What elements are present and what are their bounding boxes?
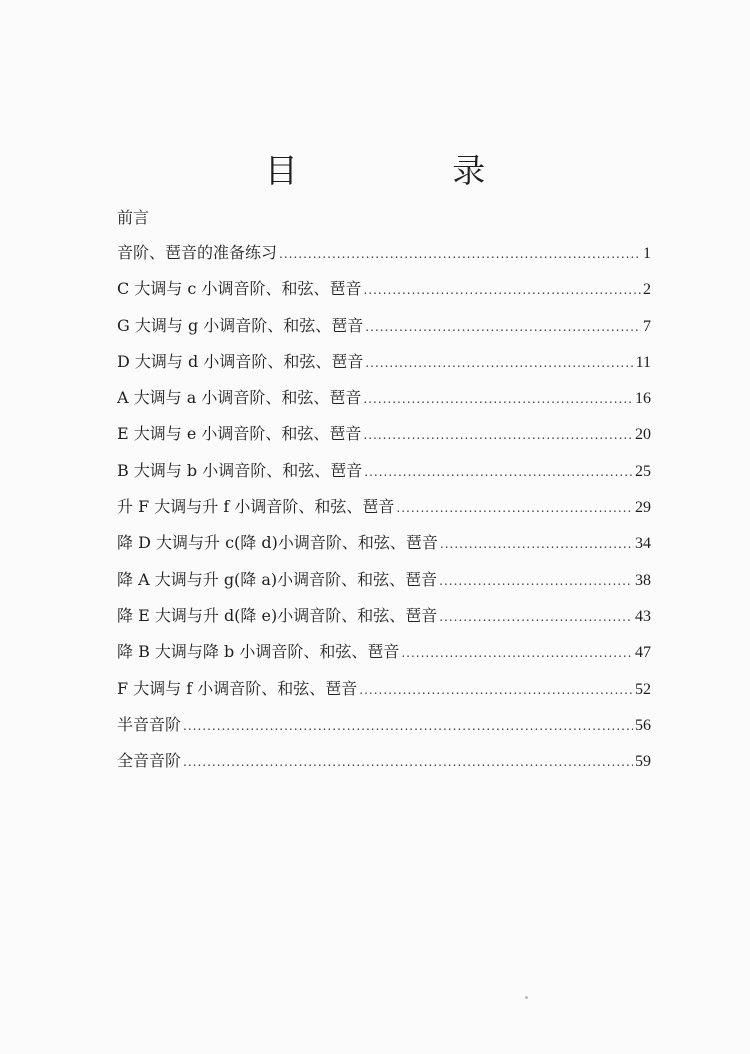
toc-page-number: 38: [635, 571, 651, 589]
dot-leader: [364, 461, 633, 483]
dot-leader: [439, 606, 633, 628]
dot-leader: [363, 279, 641, 301]
toc-page-number: 20: [635, 426, 651, 444]
toc-page-number: 7: [643, 317, 651, 335]
dot-leader: [363, 388, 633, 410]
toc-page-number: 2: [643, 281, 651, 299]
toc-entry-label: 降 B 大调与降 b 小调音阶、和弦、琶音: [117, 642, 400, 662]
scan-speck: [525, 996, 528, 999]
dot-leader: [183, 751, 633, 773]
dot-leader: [365, 316, 641, 338]
toc-page-number: 43: [635, 607, 651, 625]
toc-entry[interactable]: [117, 242, 651, 278]
toc-entry[interactable]: [117, 641, 651, 677]
page-title: 目 录: [264, 151, 558, 191]
toc-page-number: 1: [643, 245, 651, 262]
toc-page-number: 16: [635, 390, 651, 408]
toc-entry[interactable]: [117, 750, 651, 786]
toc-entry-label: F 大调与 f 小调音阶、和弦、琶音: [117, 678, 358, 698]
toc-entry-label: D 大调与 d 小调音阶、和弦、琶音: [117, 351, 364, 371]
toc-entry-preface[interactable]: 前言: [117, 208, 150, 227]
toc-entry[interactable]: [117, 351, 651, 387]
table-of-contents: [117, 242, 651, 786]
dot-leader: [401, 642, 633, 664]
toc-entry[interactable]: [117, 605, 651, 641]
dot-leader: [363, 424, 633, 446]
dot-leader: [279, 243, 641, 265]
toc-entry[interactable]: [117, 387, 651, 423]
toc-page-number: 29: [635, 499, 651, 517]
toc-entry-label: 升 F 大调与升 f 小调音阶、和弦、琶音: [117, 497, 395, 517]
toc-entry[interactable]: [117, 423, 651, 459]
toc-page-number: 34: [635, 535, 651, 553]
dot-leader: [440, 533, 633, 555]
toc-entry-label: E 大调与 e 小调音阶、和弦、琶音: [117, 424, 362, 444]
toc-entry[interactable]: [117, 460, 651, 496]
toc-entry-label: 音阶、琶音的准备练习: [117, 243, 278, 262]
toc-page-number: 25: [635, 462, 651, 480]
toc-entry[interactable]: [117, 532, 651, 568]
dot-leader: [365, 352, 633, 374]
toc-entry[interactable]: [117, 278, 651, 314]
toc-entry-label: C 大调与 c 小调音阶、和弦、琶音: [117, 279, 362, 299]
toc-entry-label: 降 E 大调与升 d(降 e)小调音阶、和弦、琶音: [117, 605, 438, 625]
dot-leader: [359, 679, 633, 701]
toc-entry-label: B 大调与 b 小调音阶、和弦、琶音: [117, 460, 363, 480]
toc-entry[interactable]: [117, 315, 651, 351]
dot-leader: [183, 715, 633, 737]
toc-page-number: 59: [635, 753, 651, 771]
toc-page-number: 47: [635, 644, 651, 662]
toc-page-number: 11: [635, 353, 651, 371]
toc-entry-label: G 大调与 g 小调音阶、和弦、琶音: [117, 315, 364, 335]
toc-entry-label: 半音音阶: [117, 714, 182, 734]
toc-entry[interactable]: [117, 714, 651, 750]
toc-entry-label: 全音音阶: [117, 751, 182, 771]
toc-entry-label: 降 A 大调与升 g(降 a)小调音阶、和弦、琶音: [117, 569, 438, 589]
toc-page-number: 52: [635, 680, 651, 698]
dot-leader: [396, 497, 633, 519]
toc-entry[interactable]: [117, 678, 651, 714]
toc-entry[interactable]: [117, 569, 651, 605]
toc-entry-label: A 大调与 a 小调音阶、和弦、琶音: [117, 388, 362, 408]
toc-entry[interactable]: [117, 496, 651, 532]
toc-page-number: 56: [635, 716, 651, 734]
toc-entry-label: 降 D 大调与升 c(降 d)小调音阶、和弦、琶音: [117, 533, 438, 553]
dot-leader: [439, 570, 633, 592]
